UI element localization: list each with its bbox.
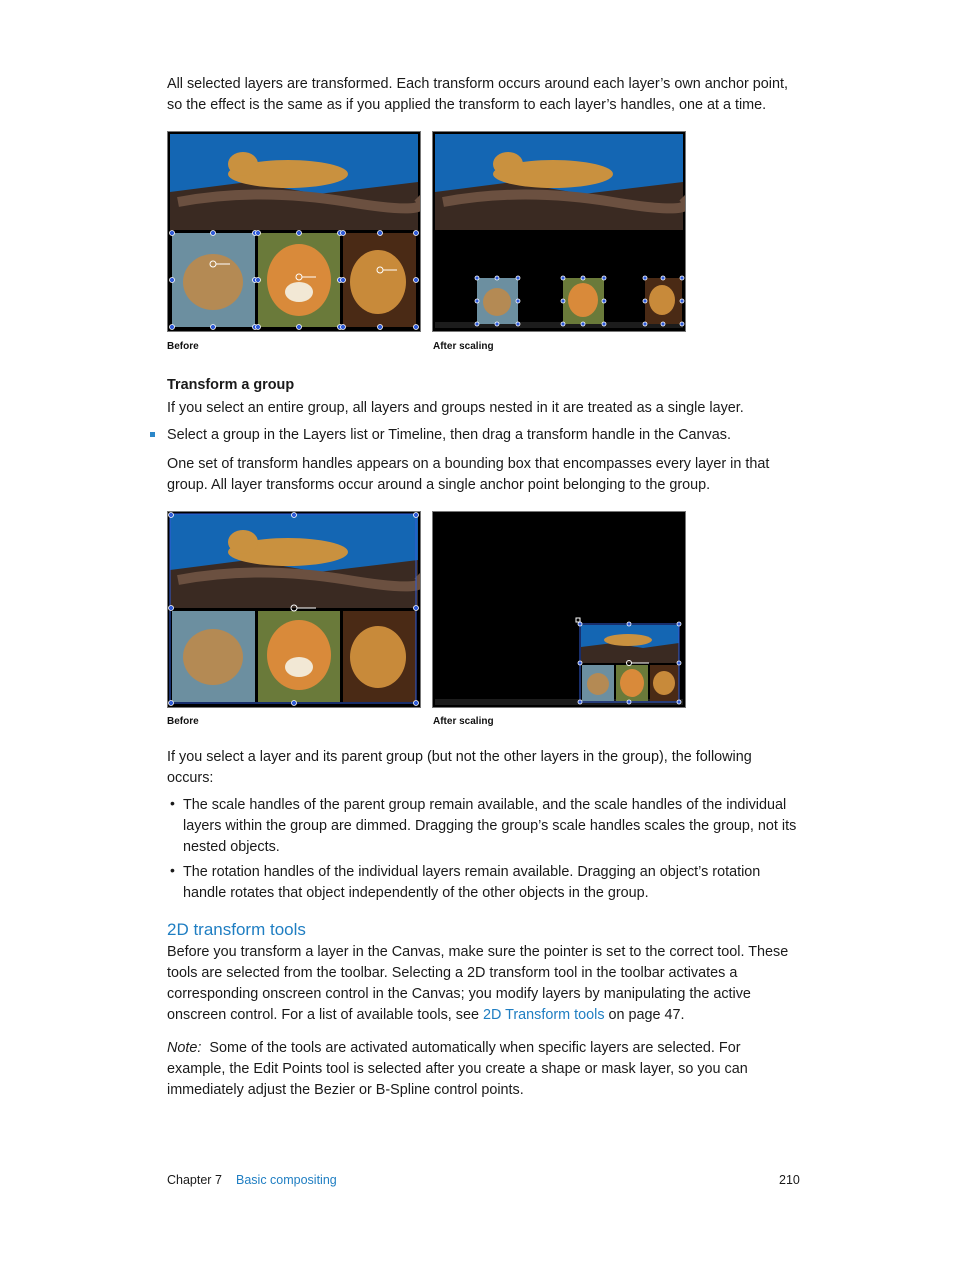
step-bullet-icon (150, 432, 155, 437)
note-text: Some of the tools are activated automatically when specific layers are selected. For example, the Edit Points tool is selected after you create a shape or mask layer, so you can immediately adjust the Bezier or B-Spline control points. (167, 1040, 748, 1098)
transform-tools-link[interactable]: 2D Transform tools (482, 1007, 605, 1023)
parent-group-paragraph: If you select a layer and its parent group (but not the other layers in the group), the following occurs: (167, 749, 752, 786)
intro-paragraph: All selected layers are transformed. Each transform occurs around each layer’s own anchor point, so the effect is the same as if you applied the transform to each layer’s handles, one at a time. (167, 76, 788, 113)
figure2-after-image (432, 511, 686, 708)
figure1-caption-after: After scaling (433, 341, 494, 352)
figure2-caption-after: After scaling (433, 716, 494, 727)
figure2-caption-before: Before (167, 716, 199, 727)
footer-chapter-title-link[interactable]: Basic compositing (236, 1173, 337, 1187)
section-heading: 2D transform tools (167, 920, 306, 939)
note-paragraph (167, 1038, 802, 1101)
bullet-dot: • (170, 862, 175, 878)
bullet-item: The scale handles of the parent group remain available, and the scale handles of the individual layers within the group are dimmed. Dragging the group’s scale handles scales the group, not its nested objects. (183, 797, 797, 855)
tools-paragraph (167, 942, 802, 1026)
page-number: 210 (779, 1173, 800, 1187)
figure1-caption-before: Before (167, 341, 199, 352)
figure1-after-image (432, 131, 686, 332)
bullet-dot: • (170, 795, 175, 811)
footer-chapter: Chapter 7 (167, 1173, 222, 1187)
group-paragraph: If you select an entire group, all layers and groups nested in it are treated as a single layer. (167, 400, 744, 416)
group-step: Select a group in the Layers list or Timeline, then drag a transform handle in the Canvas. (167, 427, 731, 443)
tools-text: Before you transform a layer in the Canvas, make sure the pointer is set to the correct tool. These tools are selected from the toolbar. Selecting a 2D transform tool in the toolbar activates a corresponding onscreen control in the Canvas; you modify layers by manipulating the active onscreen control. For a list of available tools, see (167, 944, 789, 1023)
note-label: Note: (167, 1040, 202, 1056)
tools-text-end: on page 47. (604, 1007, 685, 1023)
figure1-before-image (167, 131, 421, 332)
group-heading: Transform a group (167, 377, 295, 393)
figure2-before-image (167, 511, 421, 708)
bullet-item: The rotation handles of the individual layers remain available. Dragging an object’s rotation handle rotates that object independently of the other objects in the group. (183, 864, 761, 901)
group-result-paragraph: One set of transform handles appears on a bounding box that encompasses every layer in that group. All layer transforms occur around a single anchor point belonging to the group. (167, 456, 770, 493)
